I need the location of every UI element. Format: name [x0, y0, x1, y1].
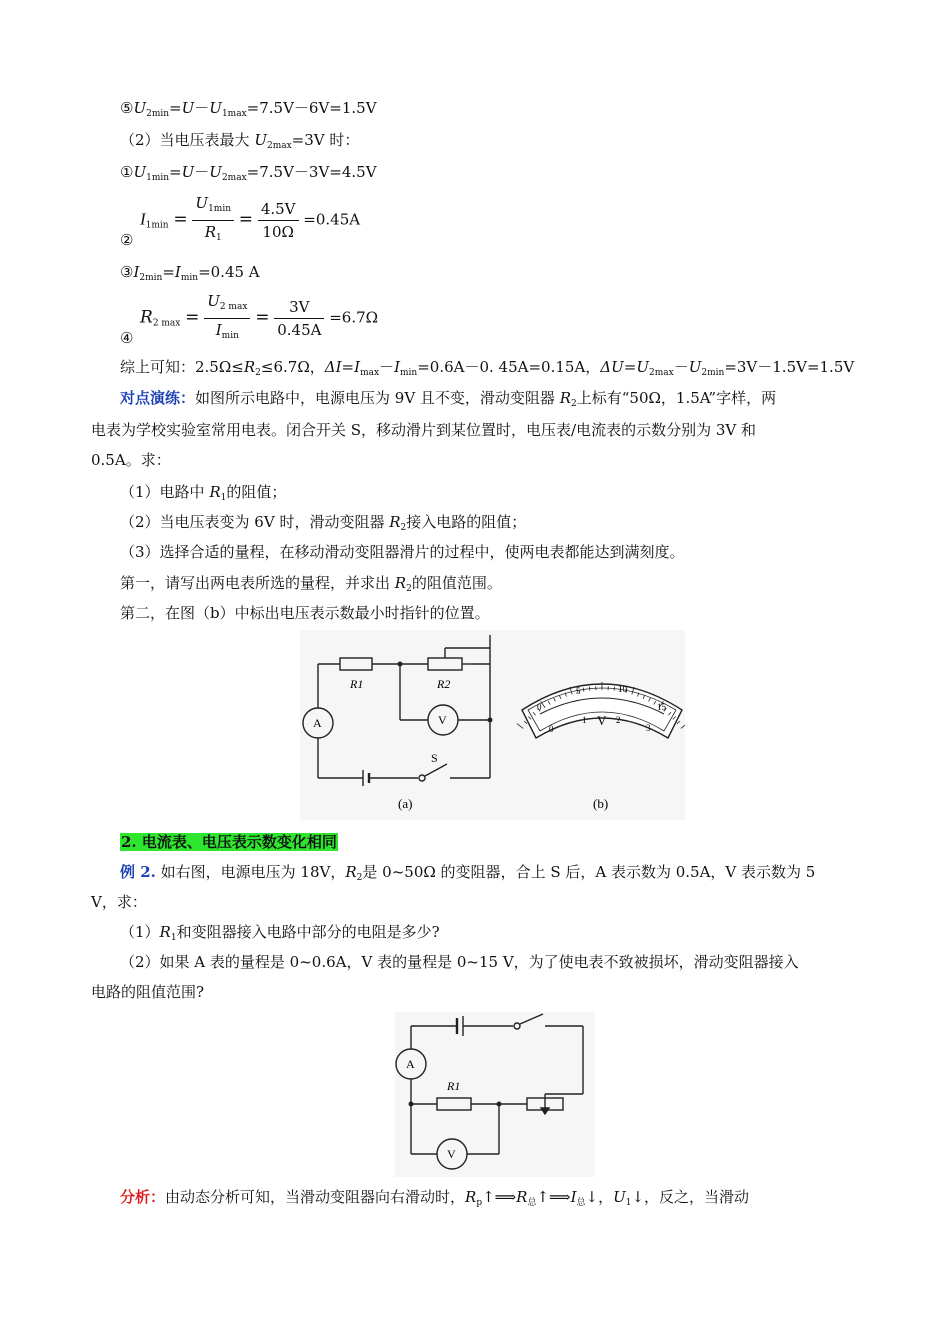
dial-tick — [681, 724, 685, 729]
figure-1 — [300, 630, 685, 820]
example-2-line-2: V，求： — [91, 893, 147, 911]
scale-top-5: 5 — [576, 686, 581, 696]
scale-bottom-1: 1 — [582, 715, 587, 725]
scale-top-0: 0 — [537, 702, 542, 712]
circuit-diagram-2 — [395, 1012, 595, 1177]
label-r2: R2 — [437, 677, 451, 691]
label-switch: S — [431, 751, 438, 765]
label-ammeter-2: A — [406, 1057, 415, 1071]
question-5: 第二，在图（b）中标出电压表示数最小时指针的位置。 — [120, 604, 490, 622]
step-3: $③I_{2min}=I_{min}=0.45$ A — [120, 263, 260, 283]
practice-line-3: 0.5A。求： — [91, 451, 171, 469]
scale-bottom-2: 2 — [616, 715, 621, 725]
scale-bottom-0: 0 — [549, 724, 554, 734]
meter-letter: V — [597, 713, 607, 728]
case-2-heading: （2）当电压表最大 $U_{2max}=3V$ 时： — [120, 131, 360, 151]
resistor-r1 — [340, 658, 372, 670]
voltmeter-dial-b — [517, 682, 685, 738]
example-2-question-1: $(1)R_1$和变阻器接入电路中部分的电阻是多少? — [120, 923, 440, 943]
label-b: (b) — [593, 796, 609, 811]
label-voltmeter-2: V — [447, 1147, 456, 1161]
dial-tick — [517, 724, 523, 729]
example-2-question-2a: （2）如果 A 表的量程是 0~0.6A，V 表的量程是 0~15 V，为了使电表不致被损坏，滑动变阻器接入 — [120, 953, 799, 971]
step-2-label: ② — [120, 231, 134, 249]
label-a: (a) — [398, 796, 413, 811]
circuit-diagram-a — [300, 630, 685, 820]
question-3: （3）选择合适的量程，在移动滑动变阻器滑片的过程中，使两电表都能达到满刻度。 — [120, 543, 685, 561]
dial-tick — [677, 721, 680, 724]
equation-current: $I_{1min}$ = $\frac{U_{1min}}{R_1}$ = $\frac{4.5V}{10\Omega}$ =0.45A — [140, 192, 360, 249]
resistor-r1-2 — [437, 1098, 471, 1110]
practice-line-2: 电表为学校实验室常用电表。闭合开关 S，移动滑片到某位置时，电压表/电流表的示数分别为 3V 和 — [91, 421, 757, 439]
step-1: $①U_{1min}=U-U_{2max}=7.5V-3V=4.5V$ — [120, 163, 377, 183]
example-2-question-2b: 电路的阻值范围? — [91, 983, 205, 1001]
resistor-r2 — [428, 658, 462, 670]
section-2-heading: 2. 电流表、电压表示数变化相同 — [121, 833, 337, 851]
label-r1: R1 — [350, 677, 364, 691]
step-4-label: ④ — [120, 329, 134, 347]
label-voltmeter: V — [438, 713, 447, 727]
scale-top-10: 10 — [618, 684, 627, 694]
label-ammeter: A — [313, 716, 322, 730]
question-2: （2）当电压表变为 6V 时，滑动变阻器 $R_2$接入电路的阻值； — [120, 513, 527, 533]
label-r1-2: R1 — [447, 1079, 461, 1093]
practice-line-1: 对点演练：如图所示电路中，电源电压为 9V 且不变，滑动变阻器 $R_2$上标有“50Ω，1.5A”字样，两 — [120, 389, 777, 409]
step-5: $⑤U_{2min}=U-U_{1max}=7.5V-6V=1.5V$ — [120, 99, 377, 119]
question-4: 第一，请写出两电表所选的量程，并求出 $R_2$的阻值范围。 — [120, 574, 502, 594]
equation-resistance: $R_{2 max}$ = $\frac{U_{2 max}}{I_{min}}$ = $\frac{3V}{0.45A}$ =6.7Ω — [140, 290, 378, 347]
dial-tick — [524, 721, 527, 724]
scale-bottom-3: 3 — [646, 723, 651, 733]
summary-line: 综上可知：$2.5\Omega\le R_2\le 6.7\Omega$，$\Delta I=I_{max}-I_{min}=0.6A-0$. 45A=0.15A，$\Delta U=U_{2max}-U_{2min}=3V-1.5V=1.5V$ — [120, 358, 855, 378]
example-2-line-1: 例 2. 如右图，电源电压为 18V，$R_2$是 0~50Ω 的变阻器，合上 S 后，A 表示数为 0.5A，V 表示数为 5 — [120, 863, 816, 883]
analysis-line: 分析：由动态分析可知，当滑动变阻器向右滑动时，$R_p↑⟹R_总↑⟹I_总↓$，$U_1↓$，反之，当滑动 — [120, 1188, 750, 1208]
figure-2 — [395, 1012, 595, 1177]
question-1: （1）电路中 $R_1$的阻值； — [120, 483, 287, 503]
scale-top-15: 15 — [657, 702, 666, 712]
